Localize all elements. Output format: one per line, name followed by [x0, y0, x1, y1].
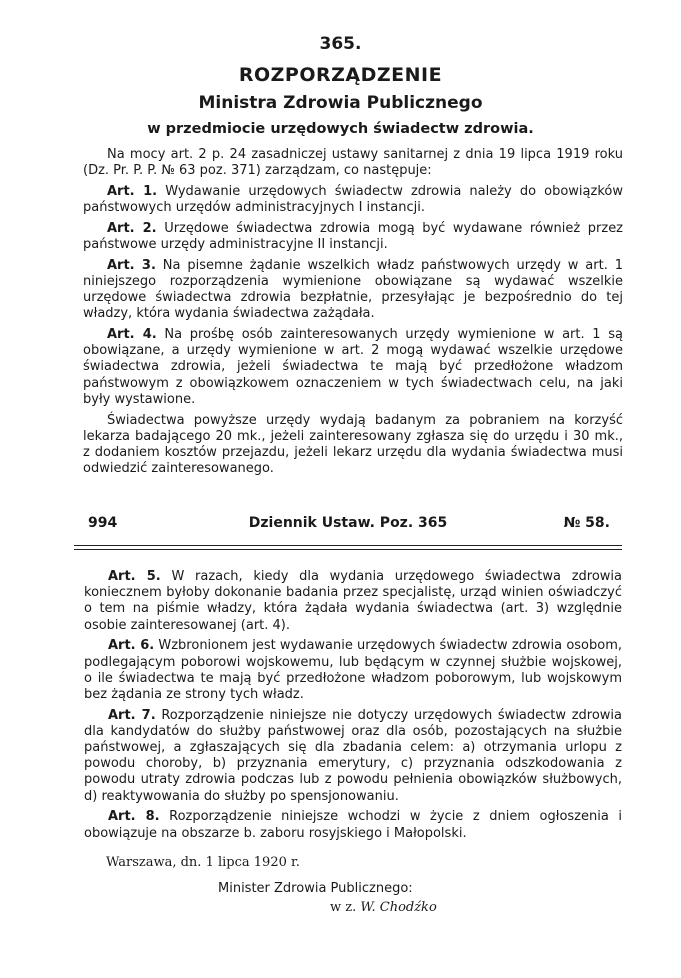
signatory-title: Minister Zdrowia Publicznego: — [218, 881, 413, 896]
bottom-text-block — [84, 569, 622, 846]
article-text: W razach, kiedy dla wydania urzędowego świadectwa zdrowia koniecznem byłoby dokonanie badania przez specjalistę, urząd winien oświadczyć o tem na piśmie władzy, która żądała wydania świadectwa (art. 3) względnie osobie zainteresowanej (art. 4). — [84, 569, 622, 633]
journal-title: Dziennik Ustaw. Poz. 365 — [248, 515, 448, 531]
article-text: Na pisemne żądanie wszelkich władz państwowych urzędy w art. 1 niniejszego rozporządzenia wymienione obowiązane są wydawać wszelkie urzędowe świadectwa zdrowia bezpłatnie, przesyłając je bezpośrednio do tej władzy, która wydania świadectwa zażądała. — [83, 257, 623, 322]
article-4 — [83, 327, 623, 408]
running-header — [74, 515, 622, 537]
article-text: Rozporządzenie niniejsze wchodzi w życie z dniem ogłoszenia i obowiązuje na obszarze b. zaboru rosyjskiego i Małopolski. — [84, 809, 622, 841]
signatory-name — [330, 900, 437, 915]
issue-number: № 58. — [563, 515, 610, 531]
preamble: Na mocy art. 2 p. 24 zasadniczej ustawy sanitarnej z dnia 19 lipca 1919 roku (Dz. Pr. P. P. № 63 poz. 371) zarządzam, co następuje: — [83, 147, 623, 179]
article-2 — [83, 221, 623, 253]
article-text: Wydawanie urzędowych świadectw zdrowia należy do obowiązków państwowych urzędów administracyjnych I instancji. — [83, 183, 623, 216]
signature-date: Warszawa, dn. 1 lipca 1920 r. — [106, 855, 300, 870]
article-text: Wzbronionem jest wydawanie urzędowych świadectw zdrowia osobom, podlegającym poborowi wojskowemu, lub będącym w czynnej służbie wojskowej, o ile świadectwa te mają być przedłożone władzom poborowym, lub wojskowym bez żądania ze strony tych władz. — [84, 638, 622, 702]
article-8 — [84, 809, 622, 841]
article-label: Art. 6. — [108, 638, 155, 654]
issuing-authority: Ministra Zdrowia Publicznego — [198, 93, 483, 113]
article-label: Art. 7. — [108, 707, 156, 723]
article-3 — [83, 258, 623, 323]
document-title: ROZPORZĄDZENIE — [238, 64, 443, 86]
article-text: Na prośbę osób zainteresowanych urzędy wymienione w art. 1 są obowiązane, a urzędy wymienione w art. 2 mogą wydawać wszelkie urzędowe świadectwa zdrowia, jeżeli świadectwa te mają być przedłożone władzom państwowym z obowiązkowem oznaczeniem w tych świadectwach celu, na jaki były wystawione. — [83, 327, 623, 407]
article-label: Art. 4. — [107, 327, 157, 343]
signature-text: W. Chodźko — [360, 900, 437, 915]
article-label: Art. 3. — [107, 257, 156, 273]
document-subject: w przedmiocie urzędowych świadectw zdrowia. — [147, 121, 534, 137]
article-label: Art. 1. — [107, 183, 158, 199]
article-5 — [84, 569, 622, 634]
header-rule — [74, 549, 622, 550]
article-label: Art. 2. — [107, 220, 157, 236]
page-number: 994 — [88, 515, 118, 531]
fees-paragraph: Świadectwa powyższe urzędy wydają badanym za pobraniem na korzyść lekarza badającego 20 mk., jeżeli zainteresowany zgłasza się do urzędu i 30 mk., z dodaniem kosztów przejazdu, jeżeli lekarz urzędu dla wydania świadectwa musi odwiedzić zainteresowanego. — [83, 412, 623, 477]
regulation-number: 365. — [319, 34, 362, 54]
article-label: Art. 8. — [108, 809, 160, 825]
article-text: Rozporządzenie niniejsze nie dotyczy urzędowych świadectw zdrowia dla kandydatów do służby państwowej oraz dla osób, pozostających na służbie państwowej, a zgłaszających się dla zbadania celem: a) otrzymania urlopu z powodu choroby, b) przyznania emerytury, c) przyznania odszkodowania z powodu utraty zdrowia podczas lub z powodu pełnienia obowiązków służbowych, d) reaktywowania do służby po spensjonowaniu. — [84, 707, 622, 804]
article-1 — [83, 184, 623, 216]
article-6 — [84, 638, 622, 703]
article-text: Urzędowe świadectwa zdrowia mogą być wydawane również przez państwowe urzędy administracyjne II instancji. — [83, 220, 624, 253]
article-label: Art. 5. — [108, 569, 161, 584]
top-text-block — [83, 147, 623, 482]
article-7 — [84, 708, 622, 805]
signatory-prefix: w z. — [330, 900, 357, 915]
header-rule — [74, 545, 622, 546]
